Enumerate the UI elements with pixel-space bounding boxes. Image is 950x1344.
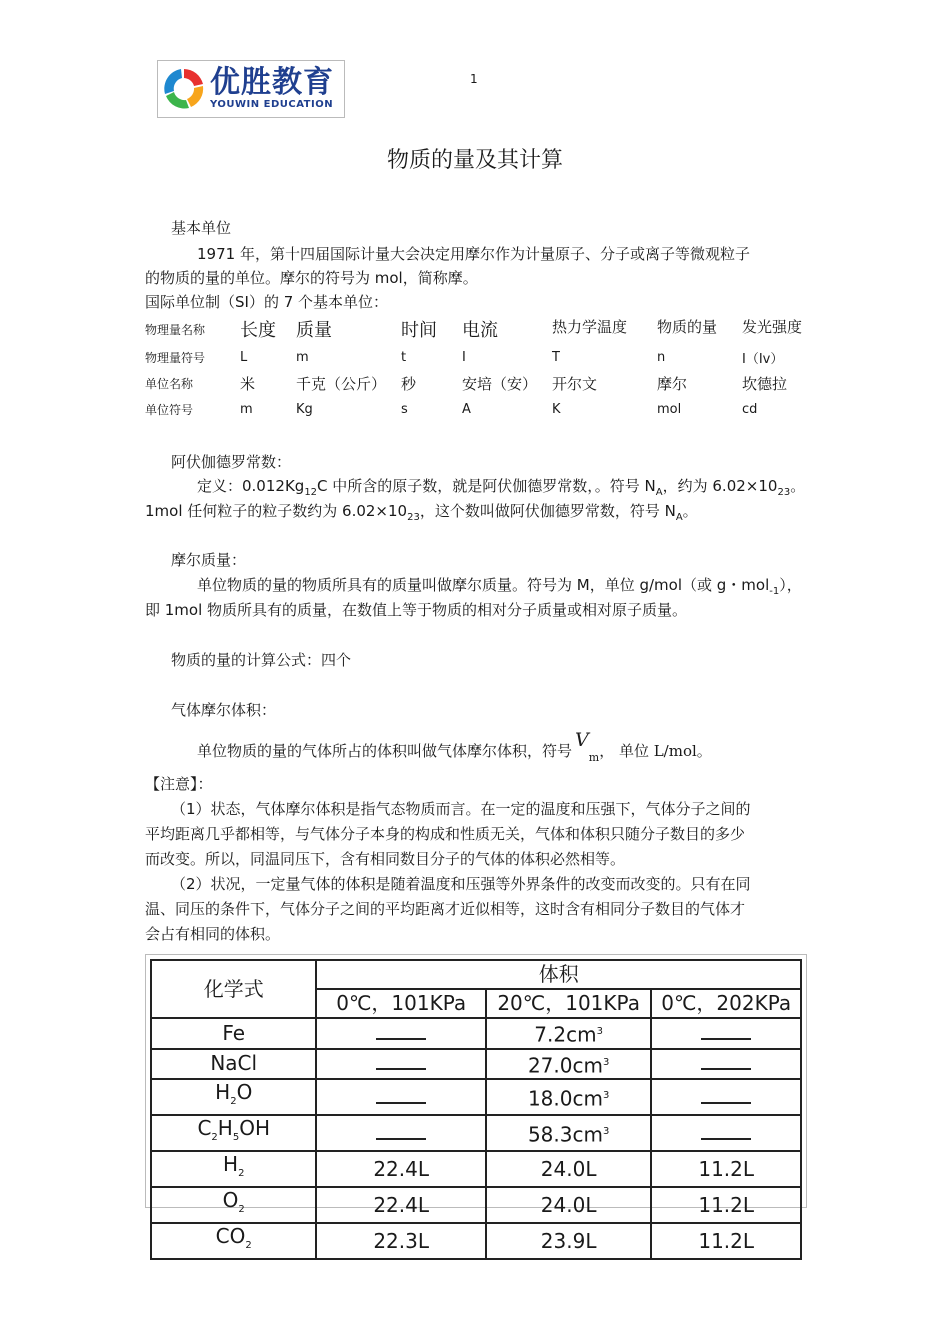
volume-cell bbox=[316, 1079, 485, 1115]
subscript: A bbox=[675, 512, 683, 523]
units-row-name bbox=[145, 314, 832, 344]
volume-cell: 11.2L bbox=[651, 1187, 801, 1223]
table-cell: t bbox=[401, 349, 407, 365]
condition-header: 0℃，101KPa bbox=[316, 989, 485, 1018]
symbol-m-subscript: m bbox=[588, 751, 600, 764]
text-run: H bbox=[217, 1116, 233, 1141]
volume-cell bbox=[316, 1049, 485, 1080]
volume-table-figure bbox=[145, 954, 807, 1253]
paragraph-line: 会占有相同的体积。 bbox=[145, 925, 281, 943]
subscript: 2 bbox=[238, 1204, 245, 1216]
volume-cell: 23.9L bbox=[486, 1223, 652, 1259]
text-run: Fe bbox=[222, 1020, 246, 1045]
blank-line bbox=[376, 1054, 426, 1070]
text-run: NaCl bbox=[210, 1051, 258, 1076]
table-row bbox=[151, 1223, 801, 1259]
table-cell: 物质的量 bbox=[657, 317, 718, 336]
subscript: 2 bbox=[245, 1240, 252, 1252]
note-heading: 【注意】： bbox=[145, 775, 213, 793]
volume-cell bbox=[486, 1018, 652, 1049]
paragraph-line: 1971 年，第十四届国际计量大会决定用摩尔作为计量原子、分子或离子等微观粒子 bbox=[197, 245, 750, 263]
table-cell: Kg bbox=[296, 401, 313, 417]
table-cell: 长度 bbox=[240, 320, 276, 341]
avogadro-line-2 bbox=[145, 499, 698, 530]
text-run: ， 单位 L/mol。 bbox=[599, 742, 712, 760]
logo-chinese-text: 优胜教育 bbox=[210, 65, 334, 100]
text-run: C 中所含的原子数，就是阿伏伽德罗常数，。符号 N bbox=[317, 477, 656, 495]
table-cell: 秒 bbox=[401, 374, 417, 393]
table-cell: n bbox=[657, 349, 666, 365]
text-run: 。 bbox=[682, 502, 698, 520]
text-run: C bbox=[197, 1116, 212, 1141]
volume-cell: 24.0L bbox=[486, 1151, 652, 1187]
formula-cell bbox=[151, 1018, 316, 1049]
symbol-v: V bbox=[575, 729, 589, 751]
row-label: 物理量名称 bbox=[145, 322, 206, 337]
text-run: 1mol 任何粒子的粒子数约为 6.02×10 bbox=[145, 502, 408, 520]
volume-cell bbox=[651, 1079, 801, 1115]
table-cell: K bbox=[552, 401, 561, 417]
subscript: 5 bbox=[232, 1132, 240, 1144]
blank-line bbox=[701, 1124, 751, 1140]
volume-cell bbox=[651, 1018, 801, 1049]
blank-line bbox=[376, 1124, 426, 1140]
table-cell: cd bbox=[742, 401, 758, 417]
text-run: ）， bbox=[779, 576, 802, 594]
text-run: 单位物质的量的物质所具有的质量叫做摩尔质量。符号为 M，单位 g/mol（或 g・mol bbox=[197, 576, 770, 594]
exponent: -1 bbox=[769, 586, 780, 597]
paragraph-line: （1）状态，气体摩尔体积是指气态物质而言。在一定的温度和压强下，气体分子之间的 bbox=[171, 800, 751, 818]
blank-line bbox=[701, 1024, 751, 1040]
subscript: 2 bbox=[211, 1132, 218, 1144]
volume-cell bbox=[316, 1018, 485, 1049]
table-cell: 质量 bbox=[296, 320, 332, 341]
molar-mass-line-2: 即 1mol 物质所具有的质量，在数值上等于物质的相对分子质量或相对原子质量。 bbox=[145, 601, 688, 619]
paragraph-line: 国际单位制（SI）的 7 个基本单位： bbox=[145, 293, 389, 311]
row-label: 单位符号 bbox=[145, 402, 194, 417]
subscript: 12 bbox=[304, 487, 318, 498]
table-row bbox=[151, 1115, 801, 1151]
volume-table bbox=[150, 959, 802, 1260]
text-run: CO bbox=[215, 1224, 246, 1249]
table-cell: s bbox=[401, 401, 408, 417]
condition-header: 20℃，101KPa bbox=[486, 989, 652, 1018]
volume-cell bbox=[651, 1049, 801, 1080]
formula-cell bbox=[151, 1049, 316, 1080]
si-units-table bbox=[145, 314, 832, 422]
units-row-symbol bbox=[145, 344, 832, 370]
logo bbox=[157, 60, 345, 118]
basic-units-heading: 基本单位 bbox=[171, 219, 232, 237]
subscript: 2 bbox=[230, 1096, 237, 1108]
text-run: 18.0cm bbox=[527, 1086, 603, 1111]
text-run: 58.3cm bbox=[527, 1122, 603, 1147]
formula-header: 化学式 bbox=[151, 960, 316, 1018]
superscript: 3 bbox=[602, 1056, 610, 1068]
exponent: 23 bbox=[407, 512, 420, 523]
table-cell: L bbox=[240, 349, 248, 365]
volume-cell: 24.0L bbox=[486, 1187, 652, 1223]
volume-header: 体积 bbox=[316, 960, 801, 989]
volume-cell bbox=[486, 1115, 652, 1151]
table-row bbox=[151, 1079, 801, 1115]
volume-cell: 22.3L bbox=[316, 1223, 485, 1259]
text-run: 27.0cm bbox=[527, 1053, 603, 1078]
table-cell: I bbox=[462, 349, 466, 365]
gas-volume-definition bbox=[197, 729, 712, 765]
blank-line bbox=[701, 1054, 751, 1070]
formula-cell bbox=[151, 1151, 316, 1187]
superscript: 3 bbox=[602, 1125, 610, 1137]
table-cell: 米 bbox=[240, 374, 256, 393]
exponent: 23 bbox=[777, 487, 791, 498]
text-run: H bbox=[215, 1080, 231, 1105]
molar-mass-heading: 摩尔质量： bbox=[171, 551, 247, 569]
paragraph-line: 而改变。所以，同温同压下，含有相同数目分子的气体的体积必然相等。 bbox=[145, 850, 626, 868]
logo-english-text: YOUWIN EDUCATION bbox=[210, 99, 334, 110]
volume-cell bbox=[651, 1115, 801, 1151]
formula-cell bbox=[151, 1115, 316, 1151]
text-run: O bbox=[236, 1080, 253, 1105]
volume-cell: 22.4L bbox=[316, 1187, 485, 1223]
blank-line bbox=[701, 1088, 751, 1104]
table-cell: m bbox=[296, 349, 309, 365]
volume-cell: 11.2L bbox=[651, 1151, 801, 1187]
table-cell: 热力学温度 bbox=[552, 317, 628, 336]
page-title: 物质的量及其计算 bbox=[386, 148, 563, 173]
text-run: O bbox=[222, 1188, 239, 1213]
superscript: 3 bbox=[596, 1026, 603, 1037]
paragraph-line: 平均距离几乎都相等，与气体分子本身的构成和性质无关，气体和体积只随分子数目的多少 bbox=[145, 825, 746, 843]
table-row bbox=[151, 1151, 801, 1187]
table-cell: 摩尔 bbox=[657, 374, 688, 393]
table-cell: 坎德拉 bbox=[742, 374, 788, 393]
text-run: ，约为 6.02×10 bbox=[662, 477, 778, 495]
formula-cell bbox=[151, 1187, 316, 1223]
text-run: H bbox=[223, 1152, 239, 1177]
paragraph-line: （2）状况，一定量气体的体积是随着温度和压强等外界条件的改变而改变的。只有在同 bbox=[171, 875, 751, 893]
row-label: 单位名称 bbox=[145, 376, 194, 391]
table-cell: T bbox=[552, 349, 560, 365]
formula-cell bbox=[151, 1223, 316, 1259]
subscript: 2 bbox=[238, 1168, 245, 1180]
blank-line bbox=[376, 1024, 426, 1040]
logo-swirl-icon bbox=[161, 64, 207, 114]
table-row bbox=[151, 1018, 801, 1049]
units-row-unit-symbol bbox=[145, 396, 832, 422]
table-cell: 发光强度 bbox=[742, 317, 803, 336]
text-run: 单位物质的量的气体所占的体积叫做气体摩尔体积，符号 bbox=[197, 742, 573, 760]
blank-line bbox=[376, 1088, 426, 1104]
volume-cell: 22.4L bbox=[316, 1151, 485, 1187]
text-run: ，这个数叫做阿伏伽德罗常数，符号 N bbox=[419, 502, 676, 520]
paragraph-line: 的物质的量的单位。摩尔的符号为 mol，简称摩。 bbox=[145, 269, 478, 287]
table-row bbox=[151, 1187, 801, 1223]
text-run: OH bbox=[239, 1116, 270, 1141]
table-cell: 千克（公斤） bbox=[296, 374, 387, 393]
table-cell: I（Iv） bbox=[742, 351, 784, 367]
formula-heading: 物质的量的计算公式：四个 bbox=[171, 651, 352, 669]
row-label: 物理量符号 bbox=[145, 350, 206, 365]
table-cell: 安培（安） bbox=[462, 374, 538, 393]
page-number: 1 bbox=[470, 72, 478, 86]
table-cell: A bbox=[462, 401, 471, 417]
table-cell: 电流 bbox=[462, 320, 498, 341]
formula-cell bbox=[151, 1079, 316, 1115]
table-row bbox=[151, 1049, 801, 1080]
units-row-unit-name bbox=[145, 370, 832, 396]
table-cell: m bbox=[240, 401, 253, 417]
text-run: 定义：0.012Kg bbox=[197, 477, 305, 495]
paragraph-line: 温、同压的条件下，气体分子之间的平均距离才近似相等，这时含有相同分子数目的气体才 bbox=[145, 900, 746, 918]
volume-cell bbox=[486, 1079, 652, 1115]
volume-cell: 11.2L bbox=[651, 1223, 801, 1259]
table-cell: 开尔文 bbox=[552, 374, 598, 393]
volume-cell bbox=[486, 1049, 652, 1080]
table-cell: 时间 bbox=[401, 320, 437, 341]
avogadro-heading: 阿伏伽德罗常数： bbox=[171, 453, 292, 471]
condition-header: 0℃，202KPa bbox=[651, 989, 801, 1018]
text-run: 7.2cm bbox=[534, 1022, 597, 1047]
subscript: A bbox=[655, 487, 663, 498]
table-cell: mol bbox=[657, 401, 682, 417]
volume-cell bbox=[316, 1115, 485, 1151]
text-run: 。 bbox=[790, 477, 806, 495]
superscript: 3 bbox=[602, 1089, 610, 1101]
gas-volume-heading: 气体摩尔体积： bbox=[171, 701, 277, 719]
table-header-row bbox=[151, 960, 801, 989]
